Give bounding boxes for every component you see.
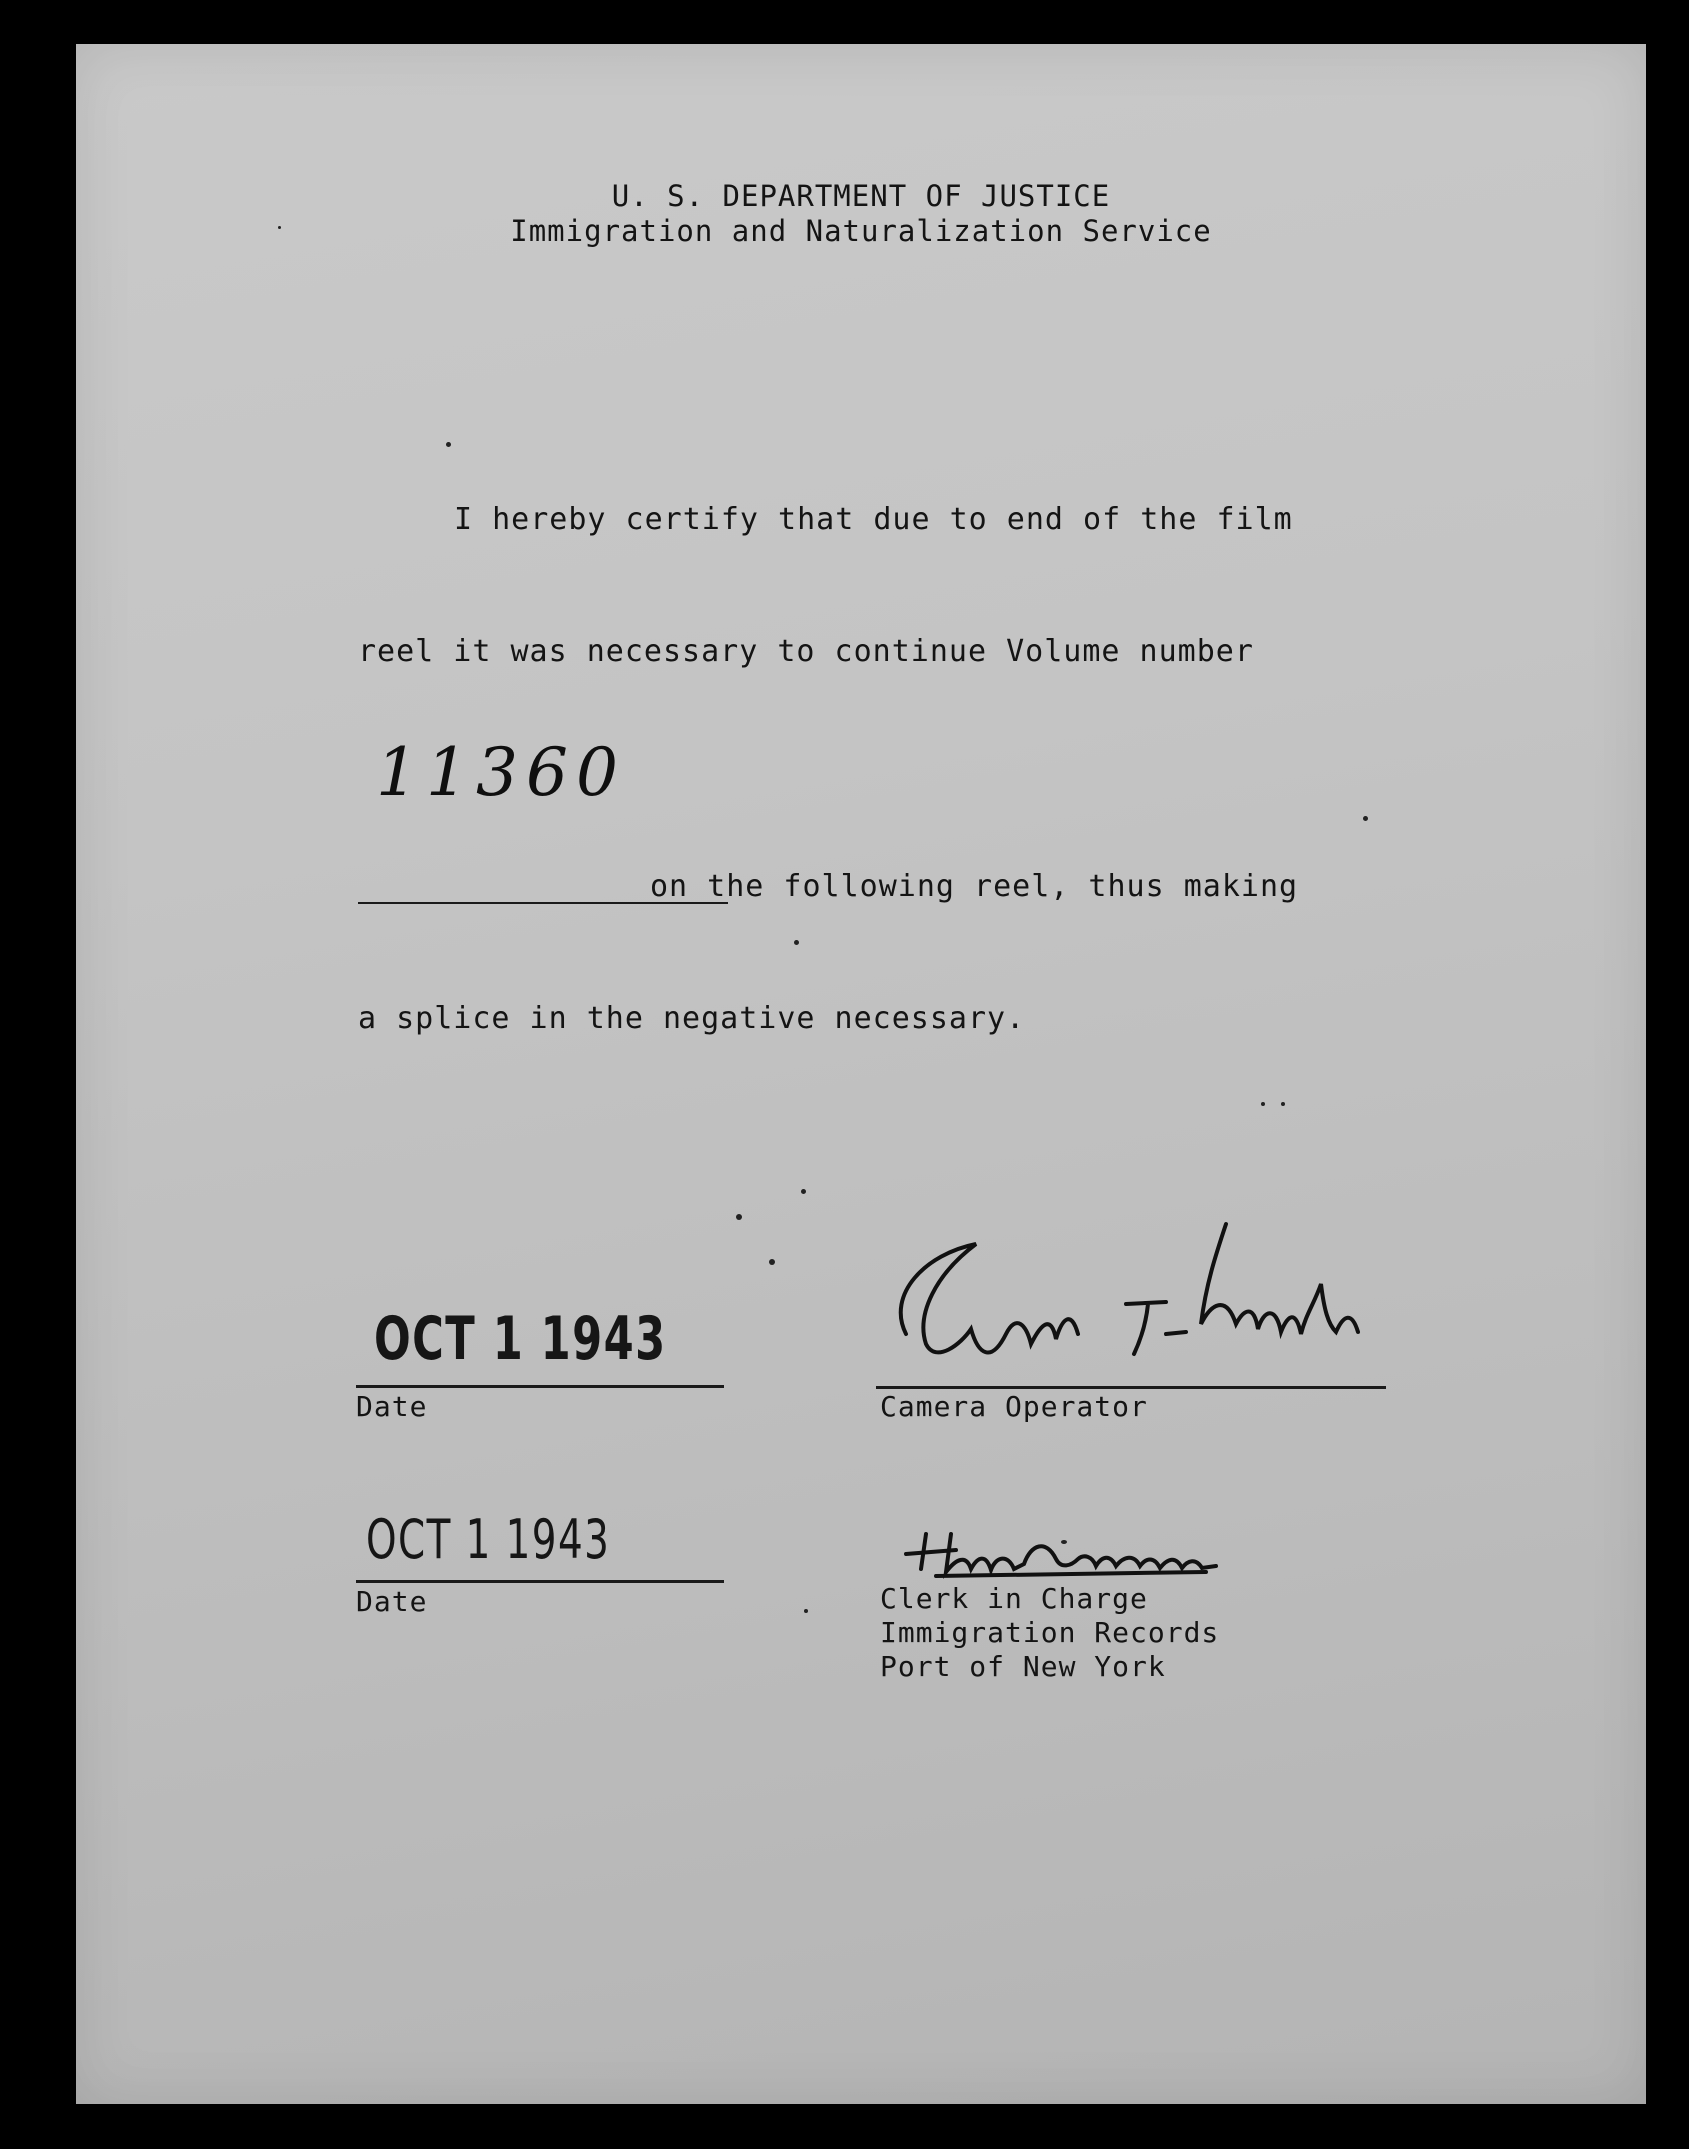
- scan-speck: [1363, 816, 1368, 821]
- scan-speck: [794, 940, 799, 945]
- date-label-2: Date: [356, 1585, 428, 1618]
- cert-line-4: a splice in the negative necessary.: [358, 1001, 1026, 1036]
- scan-speck: [769, 1259, 775, 1265]
- scan-speck: [1261, 1102, 1265, 1106]
- scan-speck: [1061, 1540, 1067, 1544]
- operator-signature-line: [876, 1386, 1386, 1389]
- date-label-1: Date: [356, 1390, 428, 1423]
- camera-operator-signature: [866, 1214, 1406, 1404]
- date-line-2: [356, 1580, 724, 1583]
- date-line-1: [356, 1385, 724, 1388]
- document-page: [76, 44, 1646, 2104]
- scan-speck: [801, 1189, 806, 1194]
- scan-speck: [804, 1609, 808, 1613]
- scan-speck: [446, 442, 451, 447]
- clerk-location-label: Port of New York: [880, 1650, 1166, 1683]
- clerk-department-label: Immigration Records: [880, 1616, 1220, 1649]
- cert-line-3: on the following reel, thus making: [650, 869, 1299, 904]
- camera-operator-label: Camera Operator: [880, 1390, 1148, 1423]
- date-stamp-1: OCT 1 1943: [374, 1304, 667, 1374]
- date-stamp-2: OCT 1 1943: [366, 1508, 611, 1571]
- scan-speck: [278, 226, 281, 229]
- agency-title: U. S. DEPARTMENT OF JUSTICE: [611, 179, 1111, 213]
- scan-speck: [1281, 1102, 1285, 1106]
- agency-subtitle: Immigration and Naturalization Service: [510, 214, 1212, 248]
- clerk-title-label: Clerk in Charge: [880, 1582, 1148, 1615]
- scan-speck: [736, 1214, 742, 1220]
- cert-line-1: I hereby certify that due to end of the film: [454, 502, 1293, 537]
- cert-line-2: reel it was necessary to continue Volume number: [358, 634, 1254, 669]
- volume-number-handwritten: 11360: [376, 734, 626, 811]
